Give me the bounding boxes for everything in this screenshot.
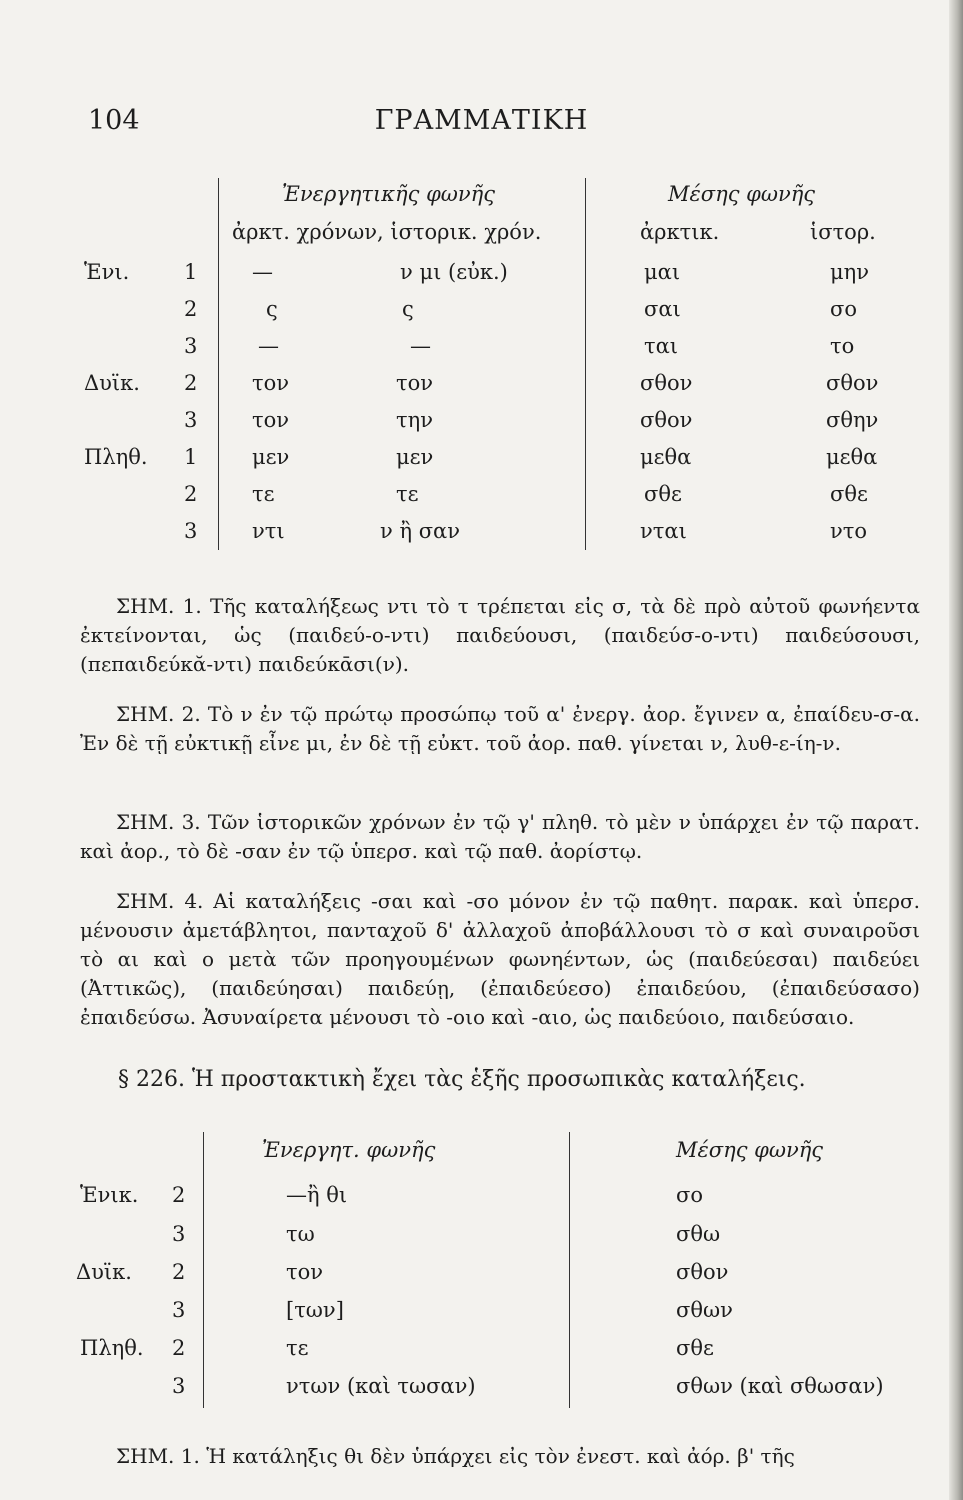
ending-active-primary: ς [266,297,278,321]
ending-active: τον [286,1260,324,1284]
ending-middle-historic: σθην [826,408,879,432]
table-rule [569,1132,570,1408]
person-number: 2 [172,1336,186,1360]
ending-active-historic: μεν [396,445,434,469]
active-subheading: ἀρκτ. χρόνων, ἱστορικ. χρόν. [232,220,542,244]
ending-middle-primary: σθον [640,371,693,395]
middle-voice-heading: Μέσης φωνῆς [668,182,816,206]
ending-middle-primary: μεθα [640,445,692,469]
ending-active-historic: τε [396,482,419,506]
table-rule [585,178,586,550]
ending-middle-historic: σθε [830,482,868,506]
number-label: Δυϊκ. [76,1260,132,1284]
running-title: ΓΡΑΜΜΑΤΙΚΗ [374,105,589,136]
ending-middle-historic: σο [830,297,857,321]
ending-middle-primary: ται [644,334,679,358]
page-number: 104 [88,105,140,136]
note-2: ΣΗΜ. 2. Τὸ ν ἐν τῷ πρώτῳ προσώπῳ τοῦ α' ἐνεργ. ἀορ. ἔγινεν α, ἐπαίδευ-σ-α. Ἐν δὲ τῇ εὐκτικῇ εἶνε μι, ἐν δὲ τῇ εὐκτ. τοῦ ἀορ. παθ. γίνεται ν, λυθ-ε-ίη-ν. [80,702,920,755]
note-1: ΣΗΜ. 1. Τῆς καταλήξεως ντι τὸ τ τρέπεται εἰς σ, τὰ δὲ πρὸ αὐτοῦ φωνήεντα ἐκτείνονται, ὡς (παιδεύ-ο-ντι) παιδεύουσι, (παιδεύσ-ο-ντι) παιδεύσουσι, (πεπαιδεύκᾰ-ντι) παιδεύκᾱσι(ν). [80,594,920,676]
ending-active: [των] [286,1298,344,1322]
ending-middle: σο [676,1183,703,1207]
active-voice-heading: Ἐνεργητ. φωνῆς [262,1138,436,1162]
ending-active: τε [286,1336,309,1360]
ending-middle-historic: το [830,334,855,358]
person-number: 3 [172,1222,186,1246]
ending-middle-primary: νται [640,519,687,543]
table-rule [218,178,219,550]
ending-middle: σθων [676,1298,733,1322]
ending-active-historic: την [396,408,433,432]
ending-active-primary: τον [252,408,290,432]
person-number: 3 [184,519,198,543]
note-4: ΣΗΜ. 4. Αἱ καταλήξεις -σαι καὶ -σο μόνον ἐν τῷ παθητ. παρακ. καὶ ὑπερσ. μένουσιν ἀμετάβλητοι, πανταχοῦ δ' ἀλλαχοῦ ἀποβάλλουσι τὸ σ καὶ συναιροῦσι τὸ αι καὶ ο μετὰ τῶν προηγουμένων φωνηέντων, ὡς (παιδεύεσαι) παιδεύει (Ἀττικῶς), (παιδεύησαι) παιδεύῃ, (ἐπαιδεύεσο) ἐπαιδεύου, (ἐπαιδεύσασο) ἐπαιδεύσω. Ἀσυναίρετα μένουσι τὸ -οιο καὶ -αιο, ὡς παιδεύοιο, παιδεύσαιο. [80,889,920,1029]
ending-active-primary: τε [252,482,275,506]
ending-active: —ἢ θι [286,1183,348,1207]
page-edge-shadow [949,0,963,1500]
person-number: 1 [184,445,198,469]
number-label: Ἑνικ. [80,1183,139,1207]
ending-middle-primary: σαι [644,297,681,321]
ending-active-historic: τον [396,371,434,395]
middle-voice-heading: Μέσης φωνῆς [676,1138,824,1162]
ending-middle-primary: μαι [644,260,681,284]
ending-middle-historic: ντο [830,519,868,543]
person-number: 3 [172,1298,186,1322]
ending-middle: σθε [676,1336,714,1360]
page-header [0,105,963,145]
person-number: 2 [172,1260,186,1284]
ending-middle-primary: σθον [640,408,693,432]
ending-active-historic: — [410,334,431,358]
ending-active-historic: ν μι (εὐκ.) [400,260,508,284]
active-voice-heading: Ἐνεργητικῆς φωνῆς [282,182,496,206]
middle-subheading-historic: ἱστορ. [810,220,876,244]
ending-active-historic: ς [402,297,414,321]
person-number: 2 [172,1183,186,1207]
number-label: Πληθ. [84,445,148,469]
ending-active-primary: τον [252,371,290,395]
note-3: ΣΗΜ. 3. Τῶν ἱστορικῶν χρόνων ἐν τῷ γ' πληθ. τὸ μὲν ν ὑπάρχει ἐν τῷ παρατ. καὶ ἀορ., τὸ δὲ -σαν ἐν τῷ ὑπερσ. καὶ τῷ παθ. ἀορίστῳ. [80,810,920,863]
ending-active-primary: μεν [252,445,290,469]
ending-middle-primary: σθε [644,482,682,506]
person-number: 2 [184,297,198,321]
section-226-heading: § 226. Ἡ προστακτικὴ ἔχει τὰς ἑξῆς προσωπικὰς καταλήξεις. [118,1067,806,1092]
person-number: 1 [184,260,198,284]
ending-middle-historic: μεθα [826,445,878,469]
ending-middle: σθων (καὶ σθωσαν) [676,1374,884,1398]
ending-active-primary: — [252,260,273,284]
person-number: 3 [184,334,198,358]
ending-active: τω [286,1222,315,1246]
number-label: Ἑνι. [84,260,130,284]
imperative-note-1: ΣΗΜ. 1. Ἡ κατάληξις θι δὲν ὑπάρχει εἰς τὸν ἐνεστ. καὶ ἀόρ. β' τῆς [116,1444,795,1468]
ending-active-historic: ν ἢ σαν [380,519,460,543]
ending-active-primary: — [258,334,279,358]
person-number: 3 [184,408,198,432]
number-label: Δυϊκ. [84,371,140,395]
ending-middle: σθον [676,1260,729,1284]
ending-active: ντων (καὶ τωσαν) [286,1374,476,1398]
number-label: Πληθ. [80,1336,144,1360]
ending-active-primary: ντι [252,519,285,543]
middle-subheading-primary: ἀρκτικ. [640,220,720,244]
ending-middle-historic: σθον [826,371,879,395]
ending-middle: σθω [676,1222,721,1246]
ending-middle-historic: μην [830,260,869,284]
person-number: 2 [184,482,198,506]
table-rule [203,1132,204,1408]
person-number: 3 [172,1374,186,1398]
person-number: 2 [184,371,198,395]
